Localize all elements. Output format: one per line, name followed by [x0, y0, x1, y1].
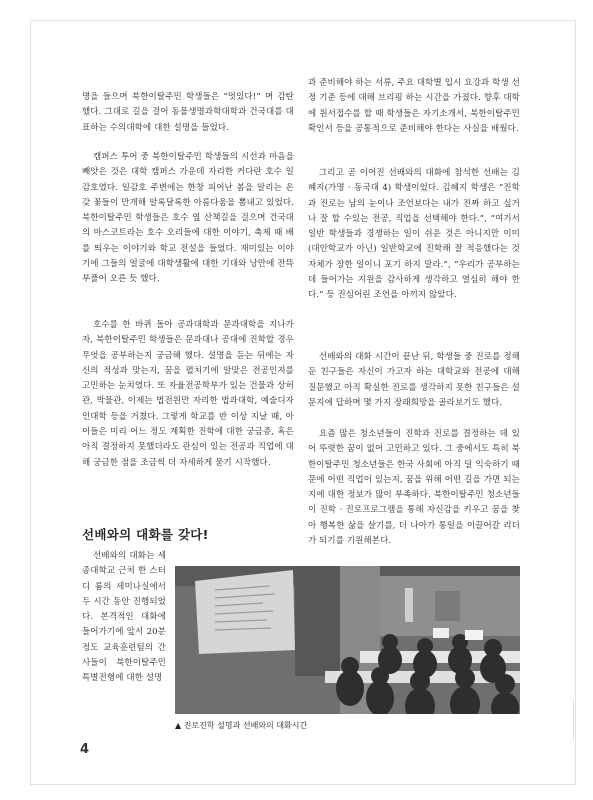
left-paragraph-1: 명을 들으며 북한이탈주민 학생들은 “멋있다!” 며 감탄했다. 그대로 길을 걸어 동물생명과학대학과 건국대를 대표하는 수의대학에 대한 설명을 들었다. [82, 92, 294, 133]
section-heading: 선배와의 대화를 갖다! [82, 527, 209, 542]
photo-caption: ▲ 진로진학 설명과 선배와의 대화시간 [175, 721, 308, 730]
seminar-photo [175, 566, 520, 714]
left-paragraph-2: 캠퍼스 투어 중 북한이탈주민 학생들의 시선과 마음을 빼앗은 것은 대학 캠퍼스 가운데 자리한 커다란 호수 일감호였다. 일감호 주변에는 한창 피어난 봄을 알리는 온갖 꽃들이 만개해 알록달록한 아름다움을 뽐내고 있었다. 북한이탈주민 학생들은 호수 옆 산책길을 걸으며 건국대의 마스코트라는 호수 오리들에 대한 이야기, 축제 때 배를 띄우는 이야기와 학교 전설을 들었다. 재미있는 이야기에 그들의 얼굴에 대학생활에 대한 기대와 낭만에 잔뜩 부풀어 오른 듯 했다. [82, 152, 294, 285]
page-edge-line [565, 700, 574, 740]
left-paragraph-3: 호수를 한 바퀴 돌아 공과대학과 문과대학을 지나가자, 북한이탈주민 학생들은 문과대나 공대에 진학할 경우 무엇을 공부하는지 궁금해 했다. 설명을 듣는 뒤에는 자신의 적성과 맞는지, 꿈을 펼치기에 알맞은 전공인지를 고민하는 눈치였다. 또 자율전공학부가 있는 건물과 상허관, 박물관, 이제는 법전원만 자리한 법과대학, 예술디자인대학 등을 거쳤다. 그렇게 학교를 반 이상 지날 때, 아이들은 미리 어느 정도 계획한 진학에 대한 궁금증, 혹은 아직 결정하지 못했더라도 관심이 있는 전공과 직업에 대해 궁금한 점을 조금씩 더 자세하게 묻기 시작했다. [82, 320, 294, 468]
right-paragraph-1: 과 준비해야 하는 서류, 주요 대학별 입시 요강과 학생 선정 기준 등에 대해 브리핑 하는 시간을 가졌다. 향후 대학에 원서접수를 할 때 학생들은 자기소개서, 북한이탈주민확인서 등을 공통적으로 준비해야 한다는 사실을 배웠다. [308, 78, 520, 134]
right-paragraph-2: 그리고 곧 이어진 선배와의 대화에 참석한 선배는 김혜지(가명 · 동국대 4) 학생이었다. 김혜지 학생은 “진학과 진로는 남의 눈이나 조언보다는 내가 진짜 하고 싶거나 잘 할 수있는 전공, 직업을 선택해야 한다.”, “여기서 일반 학생들과 경쟁하는 일이 쉬운 것은 아니지만 이미 (대안학교가 아닌) 일반학교에 진학해 잘 적응했다는 것 자체가 장한 일이니 포기 하지 말라.”, “우리가 공부하는 데 들어가는 지원을 감사하게 생각하고 열심히 해야 한다.” 등 진심어린 조언을 아끼지 않았다. [308, 168, 520, 301]
right-paragraph-4: 요즘 많은 청소년들이 진학과 진로를 결정하는 데 있어 뚜렷한 꿈이 없어 고민하고 있다. 그 중에서도 특히 북한이탈주민 청소년들은 한국 사회에 아직 덜 익숙하기 때문에 어떤 직업이 있는지, 꿈을 위해 어떤 길을 가면 되는지에 대한 정보가 많이 부족하다. 북한이탈주민 청소년들이 진학 · 진로프로그램을 통해 자신감을 키우고 꿈을 찾아 행복한 삶을 살기를, 더 나아가 통일을 이끌어갈 리더가 되기를 기원해본다. [308, 429, 520, 547]
page-number: 4 [80, 742, 90, 757]
section-lead-paragraph: 선배와의 대화는 세종대학교 근처 한 스터디 룸의 세미나실에서 두 시간 동안 진행되었다. 본격적인 대화에 들어가기에 앞서 20분 정도 교육훈련팀의 간사들이 북한이탈주민특별전형에 대한 설명 [82, 551, 166, 684]
seminar-photo-illustration [175, 566, 520, 714]
right-paragraph-3: 선배와의 대화 시간이 끝난 뒤, 학생들 중 진로를 정해 둔 친구들은 자신이 가고자 하는 대학교와 전공에 대해 질문했고 아직 확실한 진로를 생각하지 못한 친구들은 설문지에 답하며 몇 가지 장래희망을 골라보기도 했다. [308, 352, 520, 408]
